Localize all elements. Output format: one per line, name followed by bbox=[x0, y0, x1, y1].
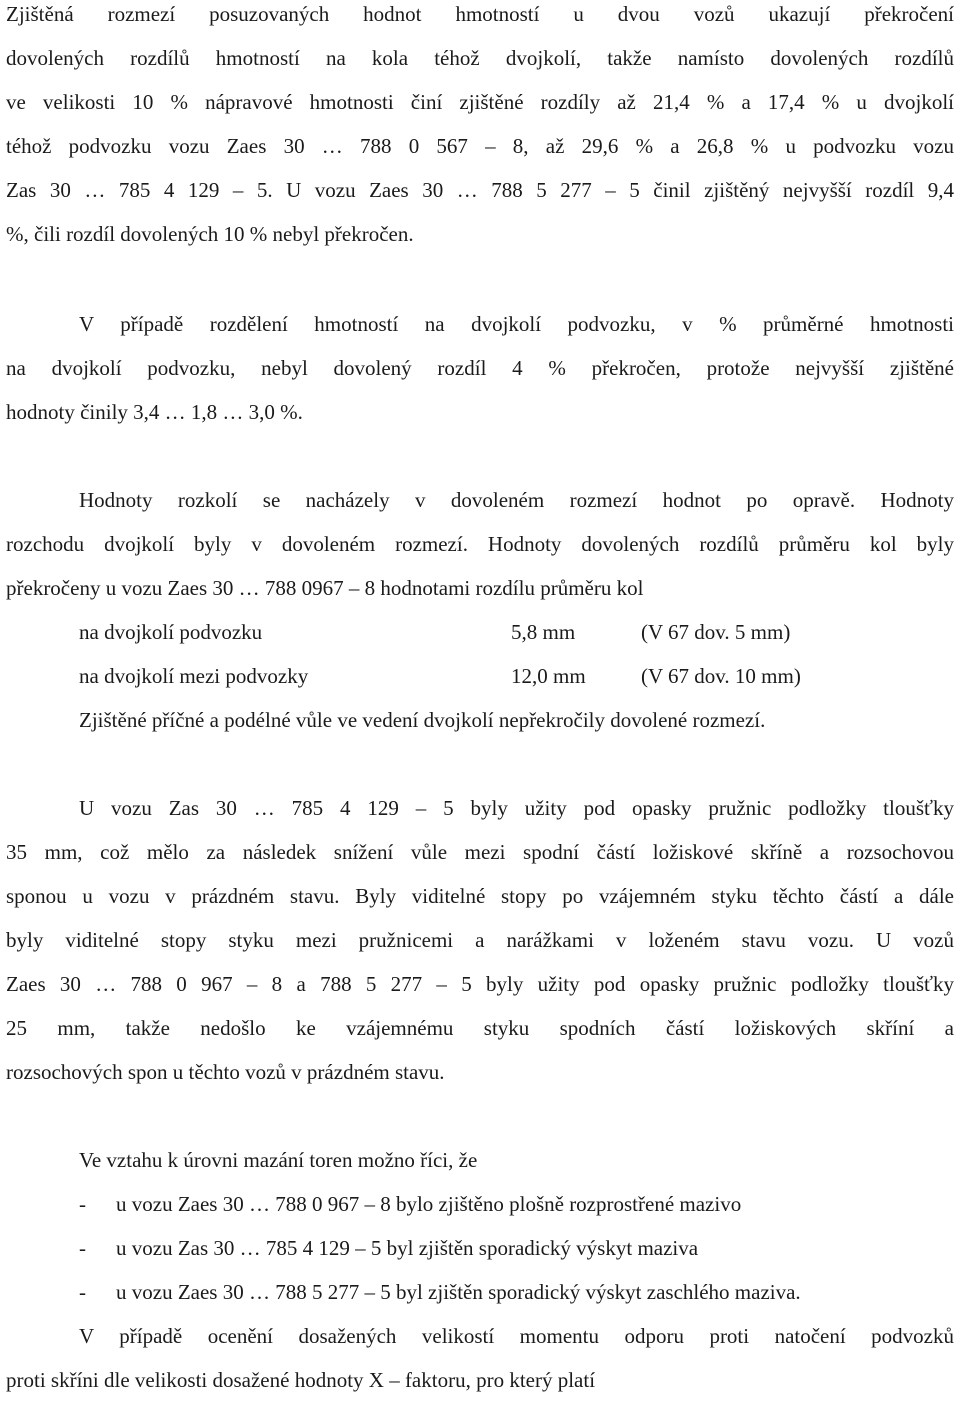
paragraph-x-factor bbox=[6, 1314, 954, 1402]
row-label: na dvojkolí podvozku bbox=[79, 620, 263, 644]
text-line: V případě ocenění dosažených velikostí momentu odporu proti natočení podvozků bbox=[79, 1324, 954, 1348]
text-line: %, čili rozdíl dovolených 10 % nebyl překročen. bbox=[6, 222, 414, 246]
text-line: 25 mm, takže nedošlo ke vzájemnému styku spodních částí ložiskových skříní a bbox=[6, 1016, 954, 1040]
text-line: hodnoty činily 3,4 … 1,8 … 3,0 %. bbox=[6, 400, 303, 424]
row-value: 12,0 mm bbox=[511, 664, 586, 688]
bullet-marker: - bbox=[79, 1236, 86, 1260]
text-line: ve velikosti 10 % nápravové hmotnosti činí zjištěné rozdíly až 21,4 % a 17,4 % u dvojkolí bbox=[6, 90, 954, 114]
text-line: Ve vztahu k úrovni mazání toren možno říci, že bbox=[79, 1148, 478, 1172]
row-limit: (V 67 dov. 10 mm) bbox=[641, 664, 801, 688]
text-line: překročeny u vozu Zaes 30 … 788 0967 – 8 hodnotami rozdílu průměru kol bbox=[6, 576, 644, 600]
text-line: Zaes 30 … 788 0 967 – 8 a 788 5 277 – 5 byly užity pod opasky pružnic podložky tloušťky bbox=[6, 972, 954, 996]
text-line: byly viditelné stopy styku mezi pružnicemi a narážkami v loženém stavu vozu. U vozů bbox=[6, 928, 954, 952]
text-line: U vozu Zas 30 … 785 4 129 – 5 byly užity pod opasky pružnic podložky tloušťky bbox=[79, 796, 954, 820]
text-line: sponou u vozu v prázdném stavu. Byly viditelné stopy po vzájemném styku těchto částí a dále bbox=[6, 884, 954, 908]
list-item-text: u vozu Zaes 30 … 788 0 967 – 8 bylo zjištěno plošně rozprostřené mazivo bbox=[116, 1192, 742, 1216]
text-line: rozchodu dvojkolí byly v dovoleném rozmezí. Hodnoty dovolených rozdílů průměru kol byly bbox=[6, 532, 954, 556]
paragraph-bogie-mass-distribution bbox=[6, 302, 954, 434]
bullet-marker: - bbox=[79, 1192, 86, 1216]
list-item-text: u vozu Zas 30 … 785 4 129 – 5 byl zjištěn sporadický výskyt maziva bbox=[116, 1236, 699, 1260]
text-line: Hodnoty rozkolí se nacházely v dovoleném rozmezí hodnot po opravě. Hodnoty bbox=[79, 488, 954, 512]
paragraph-wheel-diameter bbox=[6, 478, 954, 610]
text-line: Zjištěné příčné a podélné vůle ve vedení dvojkolí nepřekročily dovolené rozmezí. bbox=[79, 708, 766, 732]
text-line: rozsochových spon u těchto vozů v prázdném stavu. bbox=[6, 1060, 445, 1084]
text-line: na dvojkolí podvozku, nebyl dovolený rozdíl 4 % překročen, protože nejvyšší zjištěné bbox=[6, 356, 954, 380]
text-line: dovolených rozdílů hmotností na kola téhož dvojkolí, takže namísto dovolených rozdílů bbox=[6, 46, 954, 70]
text-line: téhož podvozku vozu Zaes 30 … 788 0 567 – 8, až 29,6 % a 26,8 % u podvozku vozu bbox=[6, 134, 954, 158]
paragraph-wheel-mass-differences bbox=[6, 0, 954, 256]
row-label: na dvojkolí mezi podvozky bbox=[79, 664, 309, 688]
row-value: 5,8 mm bbox=[511, 620, 576, 644]
text-line: V případě rozdělení hmotností na dvojkolí podvozku, v % průměrné hmotnosti bbox=[79, 312, 954, 336]
list-item-text: u vozu Zaes 30 … 788 5 277 – 5 byl zjištěn sporadický výskyt zaschlého maziva. bbox=[116, 1280, 801, 1304]
row-limit: (V 67 dov. 5 mm) bbox=[641, 620, 791, 644]
text-line: Zjištěná rozmezí posuzovaných hodnot hmotností u dvou vozů ukazují překročení bbox=[6, 2, 954, 26]
text-line: 35 mm, což mělo za následek snížení vůle mezi spodní částí ložiskové skříně a rozsochovou bbox=[6, 840, 954, 864]
text-line: Zas 30 … 785 4 129 – 5. U vozu Zaes 30 … 788 5 277 – 5 činil zjištěný nejvyšší rozdíl 9,4 bbox=[6, 178, 954, 202]
paragraph-spring-pads bbox=[6, 786, 954, 1094]
text-line: proti skříni dle velikosti dosažené hodnoty X – faktoru, pro který platí bbox=[6, 1368, 596, 1392]
bullet-marker: - bbox=[79, 1280, 86, 1304]
